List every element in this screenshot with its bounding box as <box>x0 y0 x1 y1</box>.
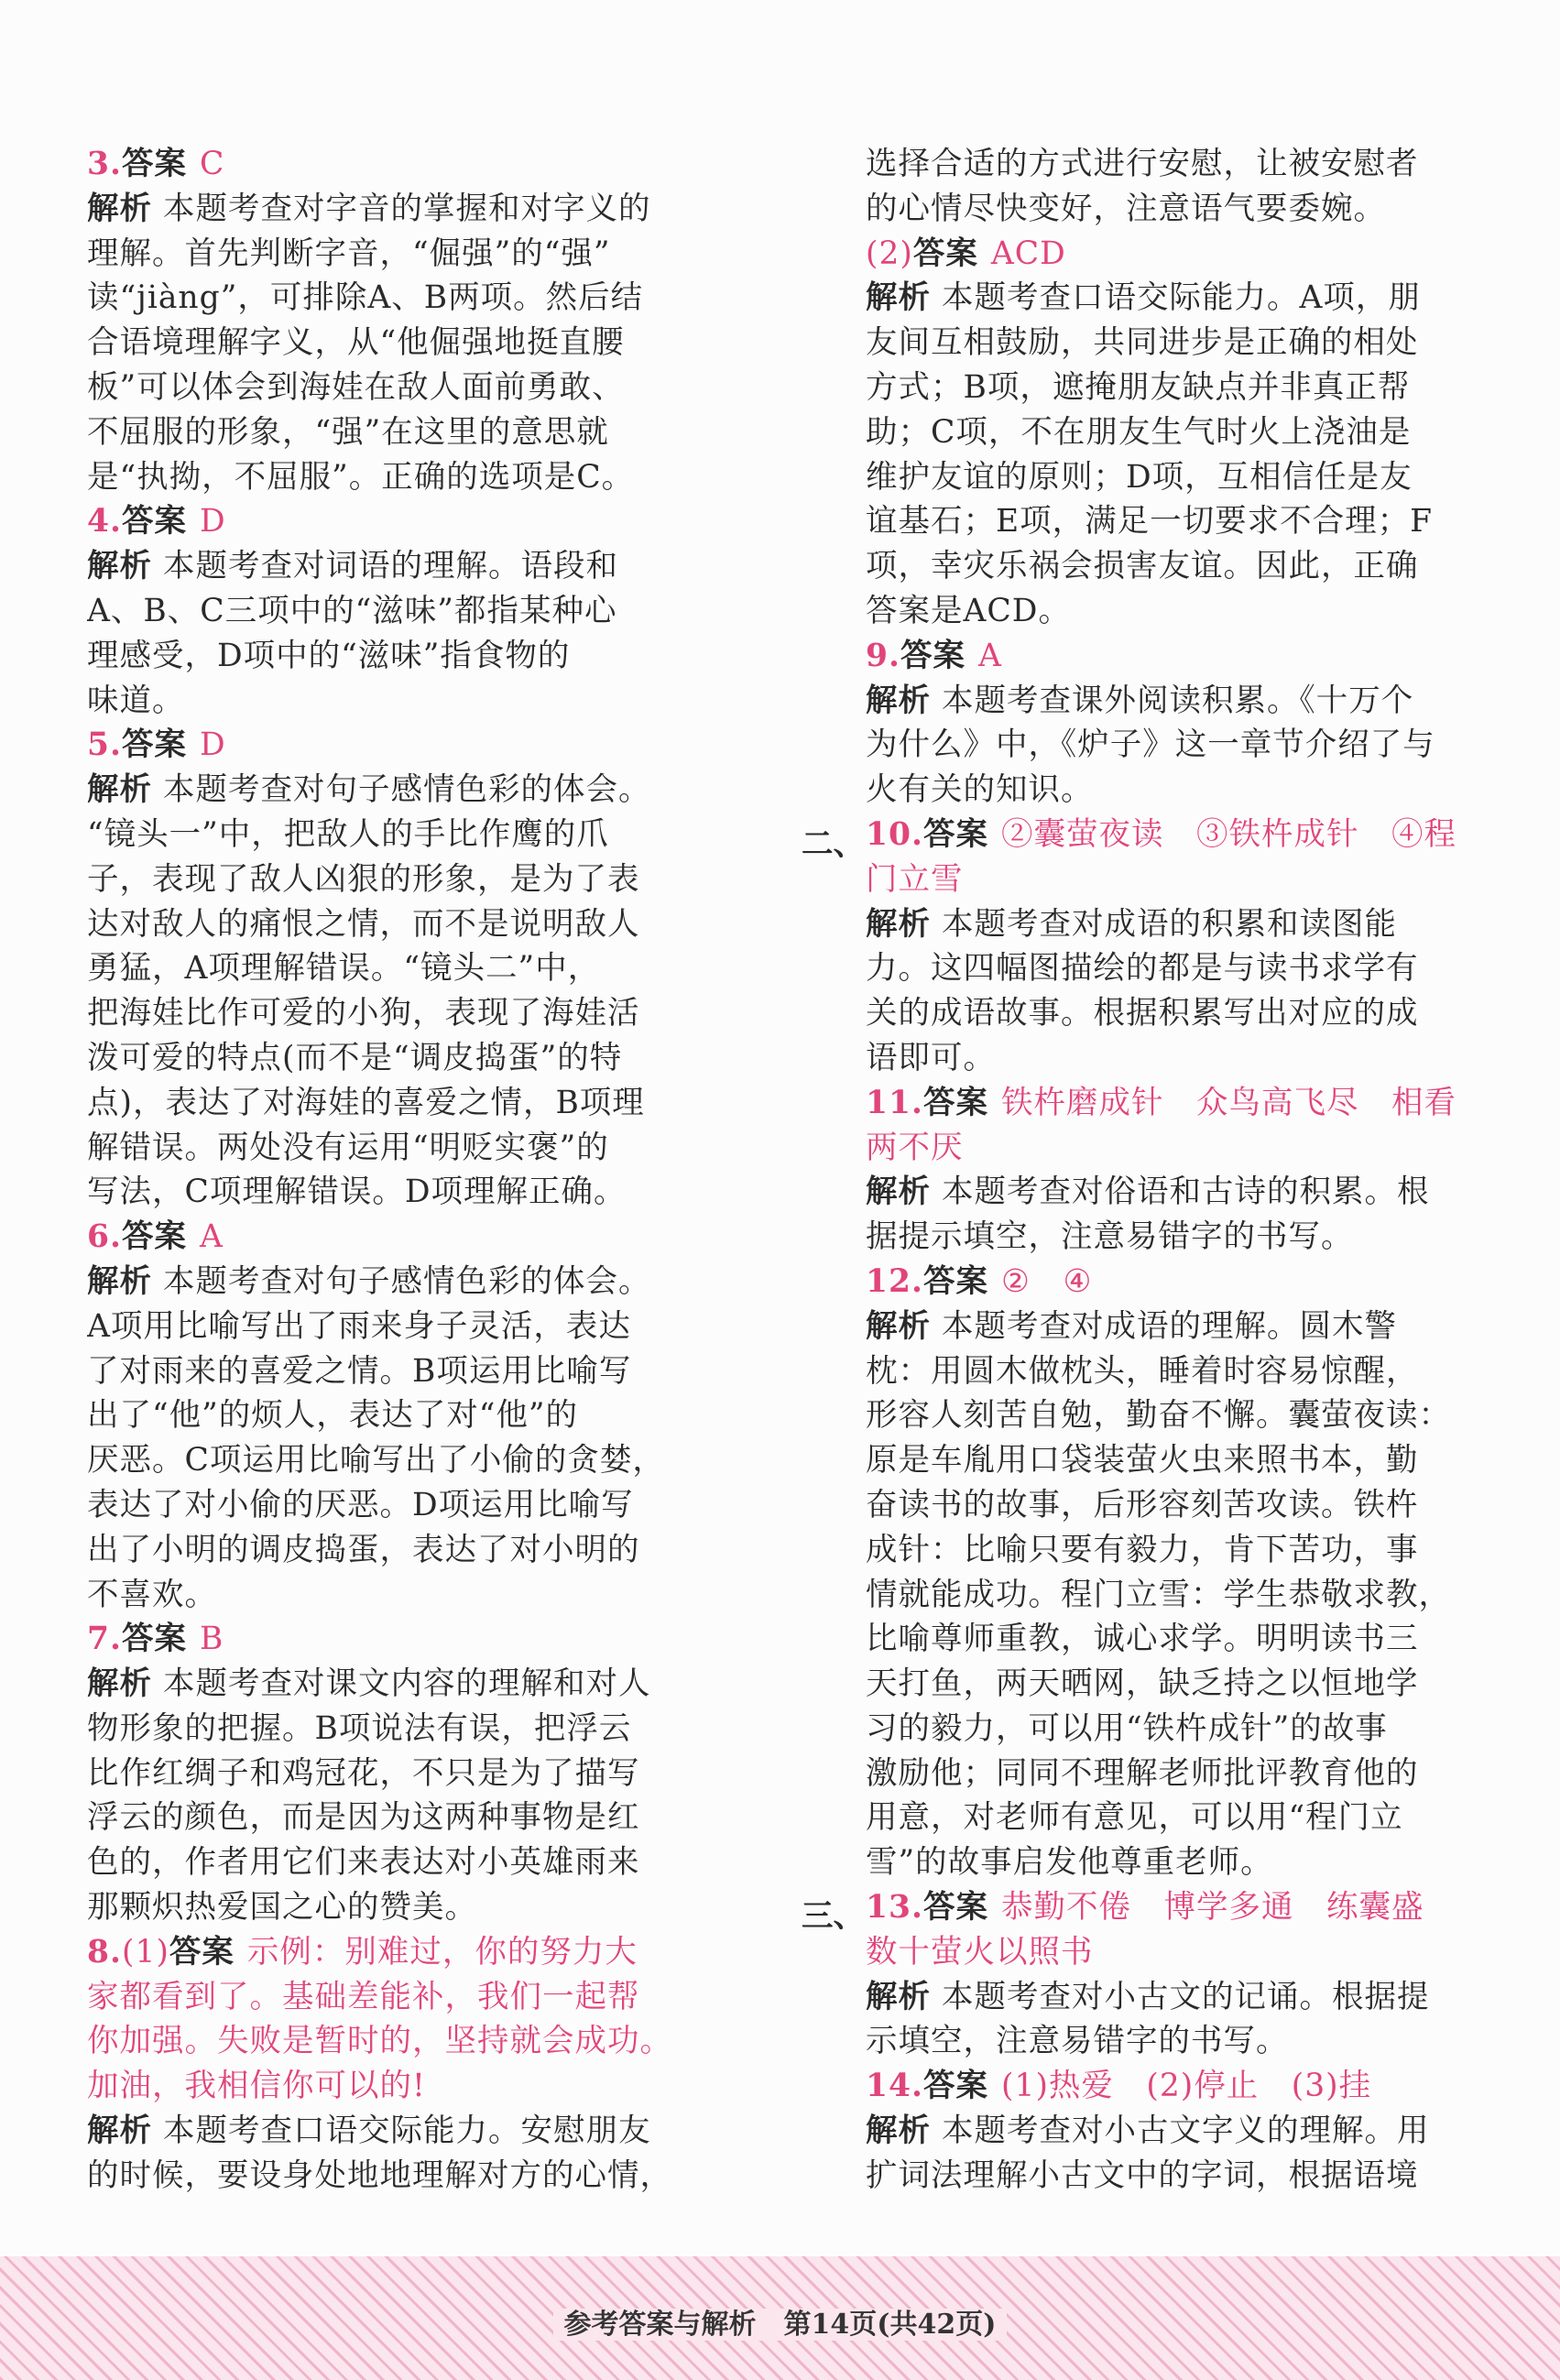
q8-2-analysis-line: 本题考查口语交际能力。A项，朋 <box>931 279 1421 317</box>
right-column <box>866 142 1461 2199</box>
q5-answer: D <box>200 726 226 764</box>
q13-analysis-line: 示填空，注意易错字的书写。 <box>866 2023 1289 2060</box>
q8-analysis-line: 本题考查口语交际能力。安慰朋友 <box>152 2113 651 2150</box>
q12-analysis-line: 形容人刻苦自勉，勤奋不懈。囊萤夜读： <box>866 1397 1451 1435</box>
q12-analysis-line: 奋读书的故事，后形容刻苦攻读。铁杵 <box>866 1486 1419 1523</box>
answer-label: 答案 <box>122 726 188 764</box>
q14-answer: (1)热爱 (2)停止 (3)挂 <box>1001 2068 1372 2105</box>
q5-analysis-line: 达对敌人的痛恨之情，而不是说明敌人 <box>87 905 640 943</box>
q10-answer-line <box>866 813 1461 857</box>
analysis-label: 解析 <box>87 771 152 809</box>
q8-2-analysis-line: 方式；B项，遮掩朋友缺点并非真正帮 <box>866 368 1411 406</box>
q8-2-analysis-line: 友间互相鼓励，共同进步是正确的相处 <box>866 324 1419 362</box>
q4-analysis-line: 本题考查对词语的理解。语段和 <box>152 548 618 585</box>
q14-number: 14. <box>866 2068 924 2105</box>
q8-answer: 加油，我相信你可以的! <box>87 2068 426 2105</box>
q6-analysis-line: 厌恶。C项运用比喻写出了小偷的贪婪， <box>87 1442 665 1479</box>
q10-analysis-line: 力。这四幅图描绘的都是与读书求学有 <box>866 950 1419 988</box>
q6-analysis-line: 本题考查对句子感情色彩的体会。 <box>152 1262 651 1300</box>
q8-2-analysis-line: 答案是ACD。 <box>866 592 1071 629</box>
q12-analysis-line: 习的毅力，可以用“铁杵成针”的故事 <box>866 1709 1388 1747</box>
q10-answer: ②囊萤夜读 ③铁杵成针 ④程 <box>1001 815 1457 853</box>
answer-label: 答案 <box>169 1933 235 1971</box>
q8-2-analysis-line: 谊基石；E项，满足一切要求不合理；F <box>866 503 1434 540</box>
q6-analysis-line: 了对雨来的喜爱之情。B项运用比喻写 <box>87 1352 632 1390</box>
answer-label: 答案 <box>923 815 989 853</box>
q6-analysis-line: 表达了对小偷的厌恶。D项运用比喻写 <box>87 1486 634 1523</box>
answer-label: 答案 <box>122 146 188 182</box>
q6-answer: A <box>200 1218 224 1256</box>
q12-analysis-line: 成针：比喻只要有毅力，肯下苦功，事 <box>866 1531 1419 1568</box>
q6-analysis-line: 不喜欢。 <box>87 1576 217 1613</box>
analysis-label: 解析 <box>866 2113 931 2150</box>
q3-analysis-line: 读“jiàng”，可排除A、B两项。然后结 <box>87 279 644 317</box>
q11-analysis-line: 本题考查对俗语和古诗的积累。根 <box>931 1174 1430 1211</box>
q8-2-analysis-line: 维护友谊的原则；D项，互相信任是友 <box>866 458 1413 496</box>
left-column <box>87 142 692 2199</box>
analysis-label: 解析 <box>866 1978 931 2015</box>
q12-analysis-line: 雪”的故事启发他尊重老师。 <box>866 1844 1273 1882</box>
q8-answer: 你加强。失败是暂时的，坚持就会成功。 <box>87 2023 672 2060</box>
q10-analysis-line: 语即可。 <box>866 1039 996 1076</box>
q7-analysis-line: 那颗炽热爱国之心的赞美。 <box>87 1889 477 1927</box>
q6-answer-line <box>87 1215 692 1260</box>
q12-analysis-line: 情就能成功。程门立雪：学生恭敬求教， <box>866 1576 1451 1613</box>
q6-analysis-line: 出了小明的调皮捣蛋，表达了对小明的 <box>87 1531 640 1568</box>
q9-number: 9. <box>866 637 901 674</box>
q5-analysis-line: 本题考查对句子感情色彩的体会。 <box>152 771 651 809</box>
analysis-label: 解析 <box>87 1262 152 1300</box>
q12-analysis-line: 激励他；同同不理解老师批评教育他的 <box>866 1754 1419 1792</box>
q10-analysis-line: 本题考查对成语的积累和读图能 <box>931 905 1397 943</box>
analysis-label: 解析 <box>87 2113 152 2150</box>
q11-answer-line <box>866 1081 1461 1126</box>
q8-analysis-line: 选择合适的方式进行安慰，让被安慰者 <box>866 146 1419 182</box>
q7-analysis-line: 物形象的把握。B项说法有误，把浮云 <box>87 1709 632 1747</box>
q9-answer: A <box>978 637 1002 674</box>
q5-analysis-line: 勇猛，A项理解错误。“镜头二”中， <box>87 950 601 988</box>
q8-analysis-line: 的时候，要设身处地地理解对方的心情， <box>87 2156 672 2194</box>
q12-number: 12. <box>866 1262 924 1300</box>
q11-analysis-line: 据提示填空，注意易错字的书写。 <box>866 1218 1354 1256</box>
q4-analysis-line: 理感受，D项中的“滋味”指食物的 <box>87 637 571 674</box>
q3-answer-line <box>87 142 692 187</box>
analysis-label: 解析 <box>866 1174 931 1211</box>
q5-analysis-line: 解错误。两处没有运用“明贬实褒”的 <box>87 1129 609 1166</box>
q6-analysis-line: 出了“他”的烦人，表达了对“他”的 <box>87 1397 579 1435</box>
analysis-label: 解析 <box>866 905 931 943</box>
q10-answer: 门立雪 <box>866 860 964 898</box>
q8-2-analysis-line: 助；C项，不在朋友生气时火上浇油是 <box>866 413 1412 451</box>
q5-analysis-line: 泼可爱的特点(而不是“调皮捣蛋”的特 <box>87 1039 623 1076</box>
q8-2-answer: ACD <box>990 235 1066 272</box>
analysis-label: 解析 <box>87 190 152 227</box>
analysis-label: 解析 <box>866 682 931 719</box>
q4-number: 4. <box>87 503 123 540</box>
q9-analysis-line: 为什么》中，《炉子》这一章节介绍了与 <box>866 726 1435 764</box>
q11-number: 11. <box>866 1084 924 1121</box>
q8-2-answer-line <box>866 232 1461 277</box>
q3-analysis-line: 板”可以体会到海娃在敌人面前勇敢、 <box>87 368 625 406</box>
q3-answer: C <box>200 146 225 182</box>
answer-label: 答案 <box>122 1218 188 1256</box>
q5-analysis-line: “镜头一”中，把敌人的手比作鹰的爪 <box>87 815 609 853</box>
footer-page-label: 参考答案与解析 第14页(共42页) <box>553 2309 1008 2341</box>
answer-label: 答案 <box>122 1621 188 1658</box>
q3-analysis-line: 合语境理解字义，从“他倔强地挺直腰 <box>87 324 625 362</box>
q7-analysis-line: 浮云的颜色，而是因为这两种事物是红 <box>87 1799 640 1837</box>
q12-analysis-line: 比喻尊师重教，诚心求学。明明读书三 <box>866 1621 1419 1658</box>
q3-analysis-line: 不屈服的形象，“强”在这里的意思就 <box>87 413 609 451</box>
analysis-label: 解析 <box>87 548 152 585</box>
q12-answer-line <box>866 1260 1461 1305</box>
q9-analysis-line: 火有关的知识。 <box>866 771 1094 809</box>
analysis-label: 解析 <box>87 1665 152 1703</box>
q6-number: 6. <box>87 1218 123 1256</box>
q5-analysis-line: 把海娃比作可爱的小狗，表现了海娃活 <box>87 995 640 1032</box>
q3-number: 3. <box>87 146 123 182</box>
answer-label: 答案 <box>923 1262 989 1300</box>
q6-analysis-line: A项用比喻写出了雨来身子灵活，表达 <box>87 1307 631 1345</box>
answer-label: 答案 <box>923 2068 989 2105</box>
q8-answer: 示例：别难过，你的努力大 <box>246 1933 638 1971</box>
q13-answer-line <box>866 1885 1461 1930</box>
q12-analysis-line: 枕：用圆木做枕头，睡着时容易惊醒， <box>866 1352 1419 1390</box>
q5-answer-line <box>87 723 692 768</box>
q4-answer-line <box>87 499 692 544</box>
q12-answer: ② ④ <box>1001 1262 1093 1300</box>
q11-answer: 两不厌 <box>866 1129 964 1166</box>
q12-analysis-line: 原是车胤用口袋装萤火虫来照书本，勤 <box>866 1442 1419 1479</box>
q7-answer-line <box>87 1617 692 1662</box>
analysis-label: 解析 <box>866 279 931 317</box>
q4-answer: D <box>200 503 226 540</box>
q3-analysis-line: 是“执拗，不屈服”。正确的选项是C。 <box>87 458 635 496</box>
q3-analysis-line: 本题考查对字音的掌握和对字义的 <box>152 190 651 227</box>
q14-analysis-line: 扩词法理解小古文中的字词，根据语境 <box>866 2156 1419 2194</box>
q10-analysis-line: 关的成语故事。根据积累写出对应的成 <box>866 995 1419 1032</box>
q8-number: 8. <box>87 1933 123 1971</box>
answer-label: 答案 <box>900 637 966 674</box>
q12-analysis-line: 天打鱼，两天晒网，缺乏持之以恒地学 <box>866 1665 1419 1703</box>
q7-analysis-line: 本题考查对课文内容的理解和对人 <box>152 1665 651 1703</box>
q5-analysis-line: 子，表现了敌人凶狠的形象，是为了表 <box>87 860 640 898</box>
q7-number: 7. <box>87 1621 123 1658</box>
answer-label: 答案 <box>912 235 978 272</box>
q8-answer-line <box>87 1930 692 1975</box>
q11-answer: 铁杵磨成针 众鸟高飞尽 相看 <box>1001 1084 1457 1121</box>
q3-analysis-line: 理解。首先判断字音，“倔强”的“强” <box>87 235 611 272</box>
q5-number: 5. <box>87 726 123 764</box>
q8-2-analysis-line: 项，幸灾乐祸会损害友谊。因此，正确 <box>866 548 1419 585</box>
q9-analysis-line: 本题考查课外阅读积累。《十万个 <box>931 682 1414 719</box>
q7-analysis-line: 色的，作者用它们来表达对小英雄雨来 <box>87 1844 640 1882</box>
answer-label: 答案 <box>122 503 188 540</box>
q7-analysis-line: 比作红绸子和鸡冠花，不只是为了描写 <box>87 1754 640 1792</box>
q8-2-sub-number: (2) <box>866 235 913 272</box>
q12-analysis-line: 用意，对老师有意见，可以用“程门立 <box>866 1799 1403 1837</box>
q14-answer-line <box>866 2064 1461 2109</box>
q8-analysis-line: 的心情尽快变好，注意语气要委婉。 <box>866 190 1386 227</box>
answer-label: 答案 <box>923 1889 989 1927</box>
q8-answer: 家都看到了。基础差能补，我们一起帮 <box>87 1978 640 2015</box>
q13-analysis-line: 本题考查对小古文的记诵。根据提 <box>931 1978 1430 2015</box>
q10-number: 10. <box>866 815 924 853</box>
q12-analysis-line: 本题考查对成语的理解。圆木警 <box>931 1307 1397 1345</box>
answer-label: 答案 <box>923 1084 989 1121</box>
q8-sub-number: (1) <box>122 1933 169 1971</box>
q4-analysis-line: 味道。 <box>87 682 185 719</box>
analysis-label: 解析 <box>866 1307 931 1345</box>
q14-analysis-line: 本题考查对小古文字义的理解。用 <box>931 2113 1430 2150</box>
section-three-heading: 三、 <box>802 1898 865 1935</box>
q13-answer: 数十萤火以照书 <box>866 1933 1094 1971</box>
page-footer <box>0 2301 1560 2342</box>
q13-number: 13. <box>866 1889 924 1927</box>
q5-analysis-line: 写法，C项理解错误。D项理解正确。 <box>87 1174 627 1211</box>
q9-answer-line <box>866 634 1461 679</box>
q13-answer: 恭勤不倦 博学多通 练囊盛 <box>1001 1889 1424 1927</box>
q4-analysis-line: A、B、C三项中的“滋味”都指某种心 <box>87 592 617 629</box>
q5-analysis-line: 点)，表达了对海娃的喜爱之情，B项理 <box>87 1084 645 1121</box>
q7-answer: B <box>200 1621 224 1658</box>
section-two-heading: 二、 <box>802 826 865 863</box>
